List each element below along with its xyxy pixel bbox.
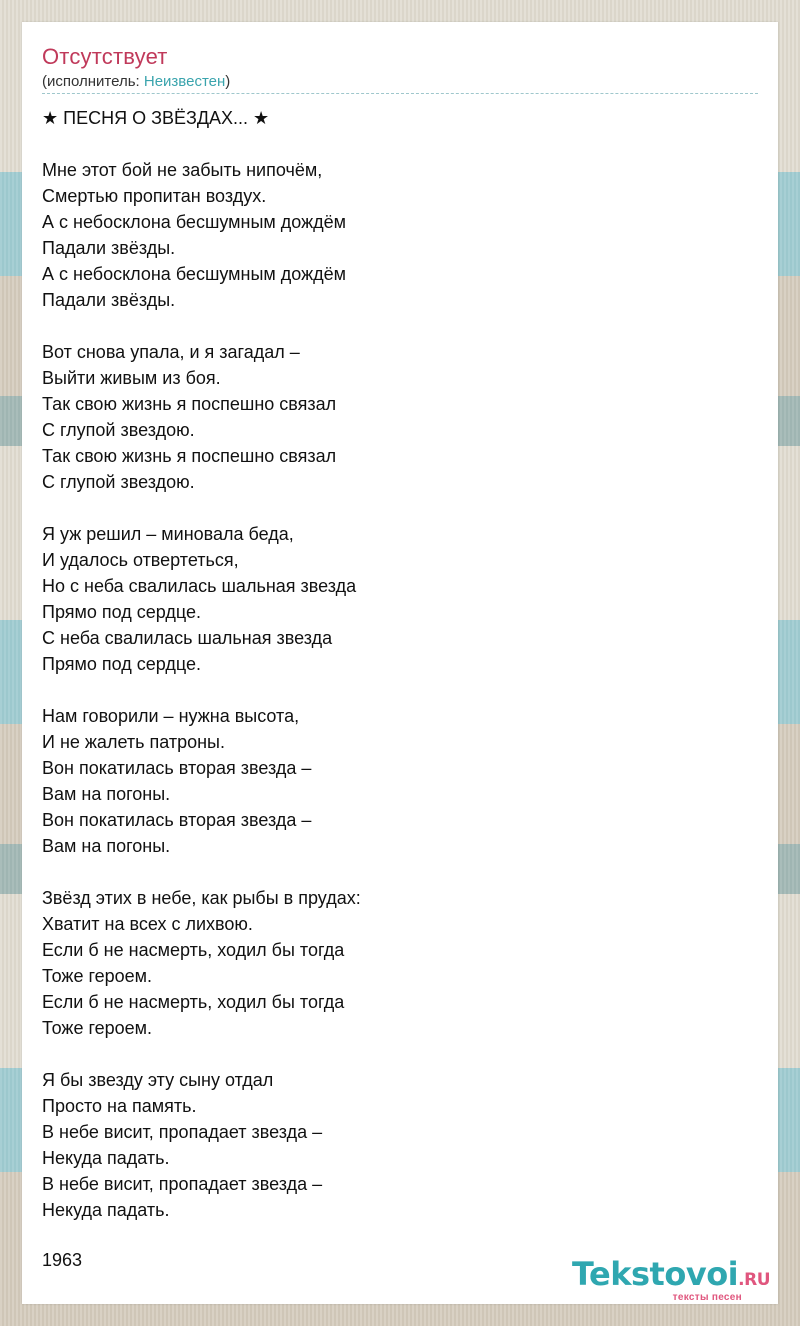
performer-line: [42, 73, 230, 90]
lyric-line: Прямо под сердце.: [42, 654, 201, 674]
lyric-line: Некуда падать.: [42, 1200, 170, 1220]
lyrics-card: [22, 22, 778, 1304]
lyric-line: С неба свалилась шальная звезда: [42, 628, 333, 648]
lyric-line: В небе висит, пропадает звезда –: [42, 1174, 323, 1194]
lyric-line: А с небосклона бесшумным дождём: [42, 264, 347, 284]
lyric-line: С глупой звездою.: [42, 420, 195, 440]
lyric-line: Прямо под сердце.: [42, 602, 201, 622]
lyric-line: Но с неба свалилась шальная звезда: [42, 576, 357, 596]
lyric-line: И удалось отвертеться,: [42, 550, 239, 570]
lyric-line: Звёзд этих в небе, как рыбы в прудах:: [42, 888, 361, 908]
lyric-line: Вам на погоны.: [42, 836, 171, 856]
song-heading: ★ ПЕСНЯ О ЗВЁЗДАХ... ★: [42, 108, 270, 128]
lyric-line: Если б не насмерть, ходил бы тогда: [42, 992, 345, 1012]
lyric-line: Вон покатилась вторая звезда –: [42, 810, 312, 830]
lyrics-body: [42, 104, 742, 1223]
lyric-line: И не жалеть патроны.: [42, 732, 225, 752]
logo-tld: .RU: [738, 1270, 770, 1290]
logo-tagline: тексты песен: [672, 1292, 742, 1303]
song-year: 1963: [42, 1250, 83, 1270]
stanza: [42, 339, 742, 495]
stanza: [42, 703, 742, 859]
lyric-line: В небе висит, пропадает звезда –: [42, 1122, 323, 1142]
lyric-line: Хватит на всех с лихвою.: [42, 914, 253, 934]
lyric-line: А с небосклона бесшумным дождём: [42, 212, 347, 232]
song-title: Отсутствует: [42, 44, 168, 69]
performer-link[interactable]: Неизвестен: [143, 73, 226, 90]
lyric-line: Выйти живым из боя.: [42, 368, 221, 388]
stanza: [42, 1067, 742, 1223]
site-logo[interactable]: [572, 1256, 770, 1303]
stanza: [42, 885, 742, 1041]
lyric-line: Мне этот бой не забыть нипочём,: [42, 160, 323, 180]
stanza: [42, 157, 742, 313]
lyric-line: Я бы звезду эту сыну отдал: [42, 1070, 274, 1090]
lyric-line: Падали звёзды.: [42, 290, 176, 310]
lyric-line: Некуда падать.: [42, 1148, 170, 1168]
lyric-line: Смертью пропитан воздух.: [42, 186, 267, 206]
lyric-line: Так свою жизнь я поспешно связал: [42, 446, 337, 466]
performer-suffix: ): [225, 73, 231, 90]
lyric-line: Вон покатилась вторая звезда –: [42, 758, 312, 778]
logo-name: Tekstovoi: [571, 1255, 739, 1293]
stanza: [42, 521, 742, 677]
stanza-list: [42, 157, 742, 1223]
lyric-line: Так свою жизнь я поспешно связал: [42, 394, 337, 414]
lyric-line: Тоже героем.: [42, 966, 153, 986]
lyric-line: Вам на погоны.: [42, 784, 171, 804]
performer-prefix: (исполнитель:: [42, 73, 144, 90]
lyric-line: Тоже героем.: [42, 1018, 153, 1038]
lyric-line: Я уж решил – миновала беда,: [42, 524, 294, 544]
lyric-line: Просто на память.: [42, 1096, 197, 1116]
lyric-line: Если б не насмерть, ходил бы тогда: [42, 940, 345, 960]
lyric-line: С глупой звездою.: [42, 472, 195, 492]
lyric-line: Вот снова упала, и я загадал –: [42, 342, 300, 362]
dashed-divider: [42, 93, 758, 94]
lyric-line: Нам говорили – нужна высота,: [42, 706, 300, 726]
lyric-line: Падали звёзды.: [42, 238, 176, 258]
